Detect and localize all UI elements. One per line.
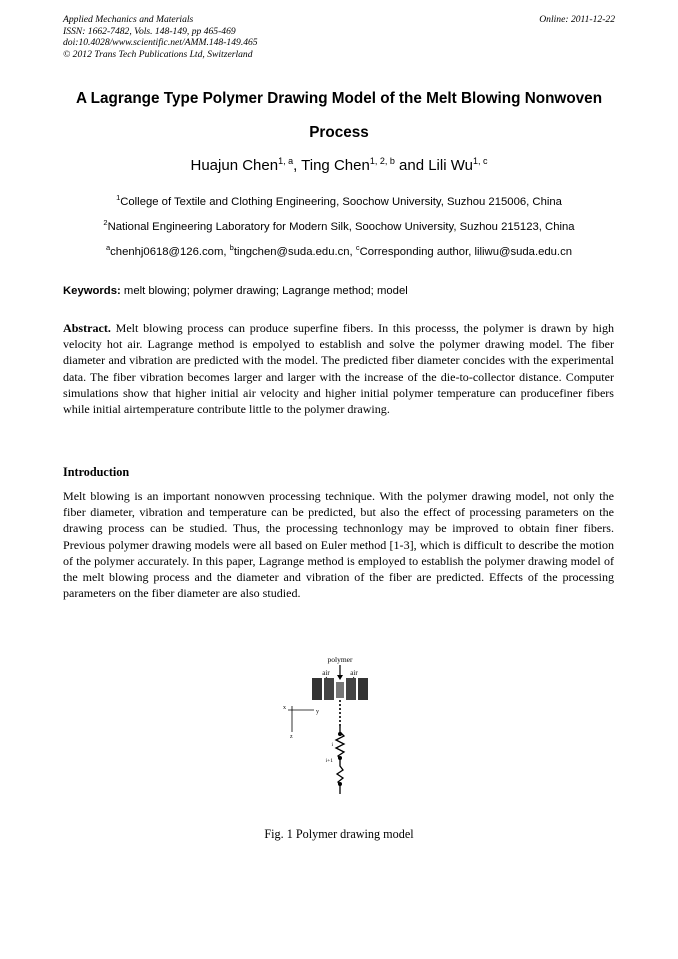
journal-doi: doi:10.4028/www.scientific.net/AMM.148-149.465	[63, 37, 258, 48]
keywords-label: Keywords:	[63, 285, 121, 297]
affiliation-2	[63, 218, 615, 233]
author-sep: ,	[293, 157, 302, 174]
polymer-drawing-figure	[230, 648, 450, 798]
email-text: chenhj0618@126.com,	[110, 246, 230, 258]
die-block	[312, 678, 322, 700]
affiliation-text: College of Textile and Clothing Engineering, Soochow University, Suzhou 215006, China	[120, 196, 562, 208]
figure-label-air-right: air	[350, 669, 358, 677]
paper-title-line-2: Process	[309, 124, 369, 141]
online-date: Online: 2011-12-22	[539, 14, 615, 25]
die-block	[324, 678, 334, 700]
author-sup: 1, c	[472, 156, 488, 166]
figure-label-i: i	[331, 742, 333, 748]
figure-label-air-left: air	[322, 669, 330, 677]
introduction-heading: Introduction	[63, 465, 130, 479]
email-sup: c	[355, 243, 360, 252]
figure-label-polymer: polymer	[327, 655, 353, 664]
axis-x-label: x	[283, 705, 286, 711]
axis-y-label: y	[316, 709, 319, 715]
abstract-text: Melt blowing process can produce superfine fibers. In this processs, the polymer is drawn by high velocity hot air. Lagrange method is empolyed to establish and solve the polymer drawing model. The fiber diameter and vibration are predicted with the model. The predicted fiber diameter concides with the experimental data. The fiber vibration becomes larger and larger with the increase of the die-to-collector distance. Computer simulations show that higher initial air velocity and higher initial polymer temperature can producefiner fibers while initial airtemperature contribute little to the polymer drawing.	[63, 321, 614, 417]
author-list	[63, 157, 615, 174]
journal-issn: ISSN: 1662-7482, Vols. 148-149, pp 465-469	[63, 25, 236, 37]
author-name: Ting Chen	[301, 157, 370, 174]
figure-label-i-plus-1: i+1	[325, 758, 333, 764]
journal-info	[63, 14, 258, 60]
abstract-label: Abstract.	[63, 321, 111, 335]
figure-caption: Fig. 1 Polymer drawing model	[264, 827, 414, 841]
email-line	[63, 243, 615, 258]
affiliation-sup: 2	[103, 218, 108, 227]
keywords-line	[63, 285, 615, 297]
affiliation-1	[63, 193, 615, 208]
email-sup: a	[105, 243, 111, 252]
affiliation-sup: 1	[116, 193, 121, 202]
author-name: Lili Wu	[428, 157, 473, 174]
fiber-bead	[338, 782, 342, 786]
die-block	[346, 678, 356, 700]
axis-z-label: z	[290, 734, 293, 740]
introduction-paragraph: Melt blowing is an important nonowven processing technique. With the polymer drawing model, not only the fiber diameter, vibration and temperature can be predicted, but also the effect of processing parameters on the drawing process can be studied. Thus, the processing technonlogy may be improved to obtain finer fibers. Previous polymer drawing models were all based on Euler method [1-3], which is difficult to describe the motion of the polymer accurately. In this paper, Lagrange method is employed to establish the polymer drawing model of the melt blowing process and the diameter and vibration of the fiber are predicted. Effects of the processing parameters on the fiber diameter are also studied.	[63, 489, 614, 601]
abstract-paragraph	[63, 320, 614, 417]
author-sep: and	[394, 157, 429, 174]
keywords-text: melt blowing; polymer drawing; Lagrange method; model	[120, 285, 408, 297]
spinneret	[336, 682, 344, 698]
fiber-bead	[338, 732, 342, 736]
die-block	[358, 678, 368, 700]
journal-name: Applied Mechanics and Materials	[63, 14, 194, 25]
polymer-arrow-head	[337, 675, 343, 680]
email-text: tingchen@suda.edu.cn,	[233, 246, 356, 258]
journal-copyright: © 2012 Trans Tech Publications Ltd, Switzerland	[63, 48, 253, 60]
email-sup: b	[229, 243, 234, 252]
author-sup: 1, a	[278, 156, 294, 166]
fiber-bead	[338, 756, 342, 760]
author-sup: 1, 2, b	[369, 156, 395, 166]
author-name: Huajun Chen	[190, 157, 279, 174]
affiliation-text: National Engineering Laboratory for Modern Silk, Soochow University, Suzhou 215123, China	[107, 221, 575, 233]
paper-title-line-1: A Lagrange Type Polymer Drawing Model of the Melt Blowing Nonwoven	[75, 90, 603, 107]
email-text: Corresponding author, liliwu@suda.edu.cn	[359, 246, 573, 258]
